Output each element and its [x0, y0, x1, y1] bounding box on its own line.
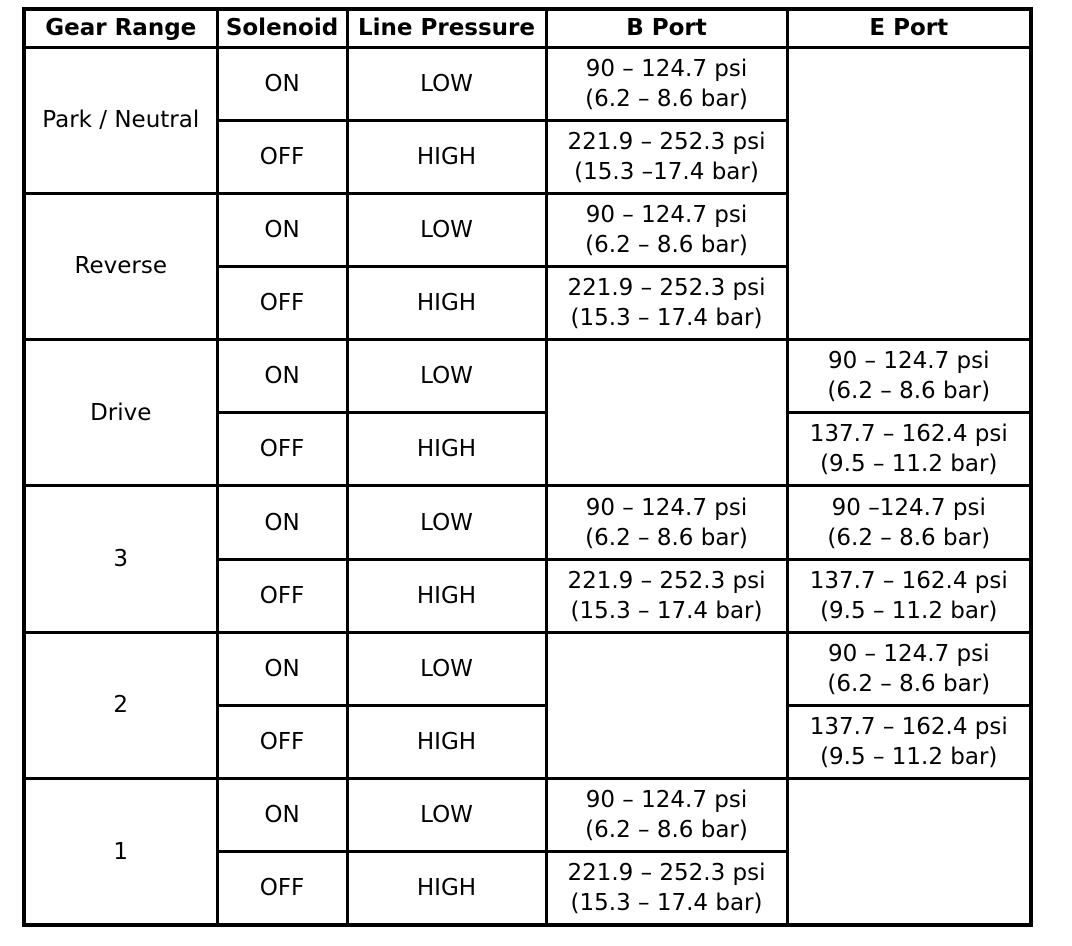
line-pressure-cell: HIGH: [347, 413, 546, 486]
line-pressure-cell: HIGH: [347, 852, 546, 925]
header-b-port: B Port: [546, 9, 787, 47]
b-port-cell: [546, 779, 787, 852]
gear-cell: 2: [24, 632, 217, 778]
solenoid-cell: ON: [217, 779, 347, 852]
e-port-bar: (9.5 – 11.2 bar): [820, 597, 998, 624]
solenoid-cell: ON: [217, 486, 347, 559]
b-port-cell: [546, 266, 787, 339]
e-port-bar: (9.5 – 11.2 bar): [820, 743, 998, 770]
line-pressure-cell: HIGH: [347, 120, 546, 193]
e-port-cell: [787, 486, 1031, 559]
gear-cell: Park / Neutral: [24, 47, 217, 193]
b-port-psi: 221.9 – 252.3 psi: [567, 128, 766, 155]
solenoid-cell: ON: [217, 193, 347, 266]
solenoid-cell: OFF: [217, 120, 347, 193]
b-port-empty-cell: [546, 632, 787, 778]
e-port-bar: (9.5 – 11.2 bar): [820, 451, 998, 478]
e-port-cell: [787, 705, 1031, 778]
solenoid-cell: OFF: [217, 705, 347, 778]
b-port-bar: (15.3 – 17.4 bar): [570, 597, 763, 624]
line-pressure-cell: LOW: [347, 779, 546, 852]
e-port-empty-cell: [787, 779, 1031, 925]
e-port-psi: 90 – 124.7 psi: [827, 348, 990, 375]
gear-cell: 1: [24, 779, 217, 925]
header-row: [24, 9, 1031, 47]
line-pressure-cell: HIGH: [347, 266, 546, 339]
b-port-cell: [546, 193, 787, 266]
e-port-psi: 137.7 – 162.4 psi: [809, 713, 1008, 740]
pressure-table: [22, 7, 1033, 927]
solenoid-cell: OFF: [217, 559, 347, 632]
table-row: [24, 340, 1031, 413]
header-gear-range: Gear Range: [24, 9, 217, 47]
b-port-bar: (15.3 – 17.4 bar): [570, 305, 763, 332]
line-pressure-cell: HIGH: [347, 705, 546, 778]
gear-cell: Reverse: [24, 193, 217, 339]
e-port-empty-cell: [787, 47, 1031, 340]
e-port-cell: [787, 413, 1031, 486]
line-pressure-cell: LOW: [347, 632, 546, 705]
line-pressure-cell: LOW: [347, 47, 546, 120]
gear-cell: 3: [24, 486, 217, 632]
solenoid-cell: ON: [217, 632, 347, 705]
e-port-cell: [787, 559, 1031, 632]
b-port-cell: [546, 559, 787, 632]
table-row: [24, 632, 1031, 705]
b-port-psi: 221.9 – 252.3 psi: [567, 860, 766, 887]
solenoid-cell: OFF: [217, 413, 347, 486]
solenoid-cell: OFF: [217, 852, 347, 925]
table-row: [24, 486, 1031, 559]
b-port-empty-cell: [546, 340, 787, 486]
line-pressure-cell: HIGH: [347, 559, 546, 632]
b-port-bar: (6.2 – 8.6 bar): [585, 817, 748, 844]
e-port-psi: 90 – 124.7 psi: [827, 640, 990, 667]
b-port-cell: [546, 47, 787, 120]
line-pressure-cell: LOW: [347, 193, 546, 266]
b-port-cell: [546, 486, 787, 559]
b-port-psi: 221.9 – 252.3 psi: [567, 567, 766, 594]
b-port-bar: (15.3 – 17.4 bar): [570, 890, 763, 917]
b-port-psi: 90 – 124.7 psi: [585, 201, 748, 228]
solenoid-cell: ON: [217, 47, 347, 120]
e-port-psi: 137.7 – 162.4 psi: [809, 567, 1008, 594]
solenoid-cell: OFF: [217, 266, 347, 339]
table-row: [24, 779, 1031, 852]
b-port-psi: 221.9 – 252.3 psi: [567, 275, 766, 302]
line-pressure-cell: LOW: [347, 486, 546, 559]
b-port-cell: [546, 852, 787, 925]
header-solenoid: Solenoid: [217, 9, 347, 47]
line-pressure-cell: LOW: [347, 340, 546, 413]
table-row: [24, 47, 1031, 120]
b-port-bar: (6.2 – 8.6 bar): [585, 231, 748, 258]
gear-cell: Drive: [24, 340, 217, 486]
e-port-psi: 90 –124.7 psi: [831, 494, 986, 521]
e-port-bar: (6.2 – 8.6 bar): [827, 378, 991, 405]
e-port-bar: (6.2 – 8.6 bar): [827, 670, 991, 697]
header-e-port: E Port: [787, 9, 1031, 47]
e-port-cell: [787, 340, 1031, 413]
b-port-bar: (6.2 – 8.6 bar): [585, 85, 748, 112]
b-port-psi: 90 – 124.7 psi: [585, 494, 748, 521]
header-line-pressure: Line Pressure: [347, 9, 546, 47]
b-port-psi: 90 – 124.7 psi: [585, 55, 748, 82]
b-port-bar: (15.3 –17.4 bar): [574, 158, 759, 185]
e-port-psi: 137.7 – 162.4 psi: [809, 421, 1008, 448]
e-port-cell: [787, 632, 1031, 705]
e-port-bar: (6.2 – 8.6 bar): [827, 524, 991, 551]
solenoid-cell: ON: [217, 340, 347, 413]
b-port-psi: 90 – 124.7 psi: [585, 787, 748, 814]
b-port-cell: [546, 120, 787, 193]
b-port-bar: (6.2 – 8.6 bar): [585, 524, 748, 551]
